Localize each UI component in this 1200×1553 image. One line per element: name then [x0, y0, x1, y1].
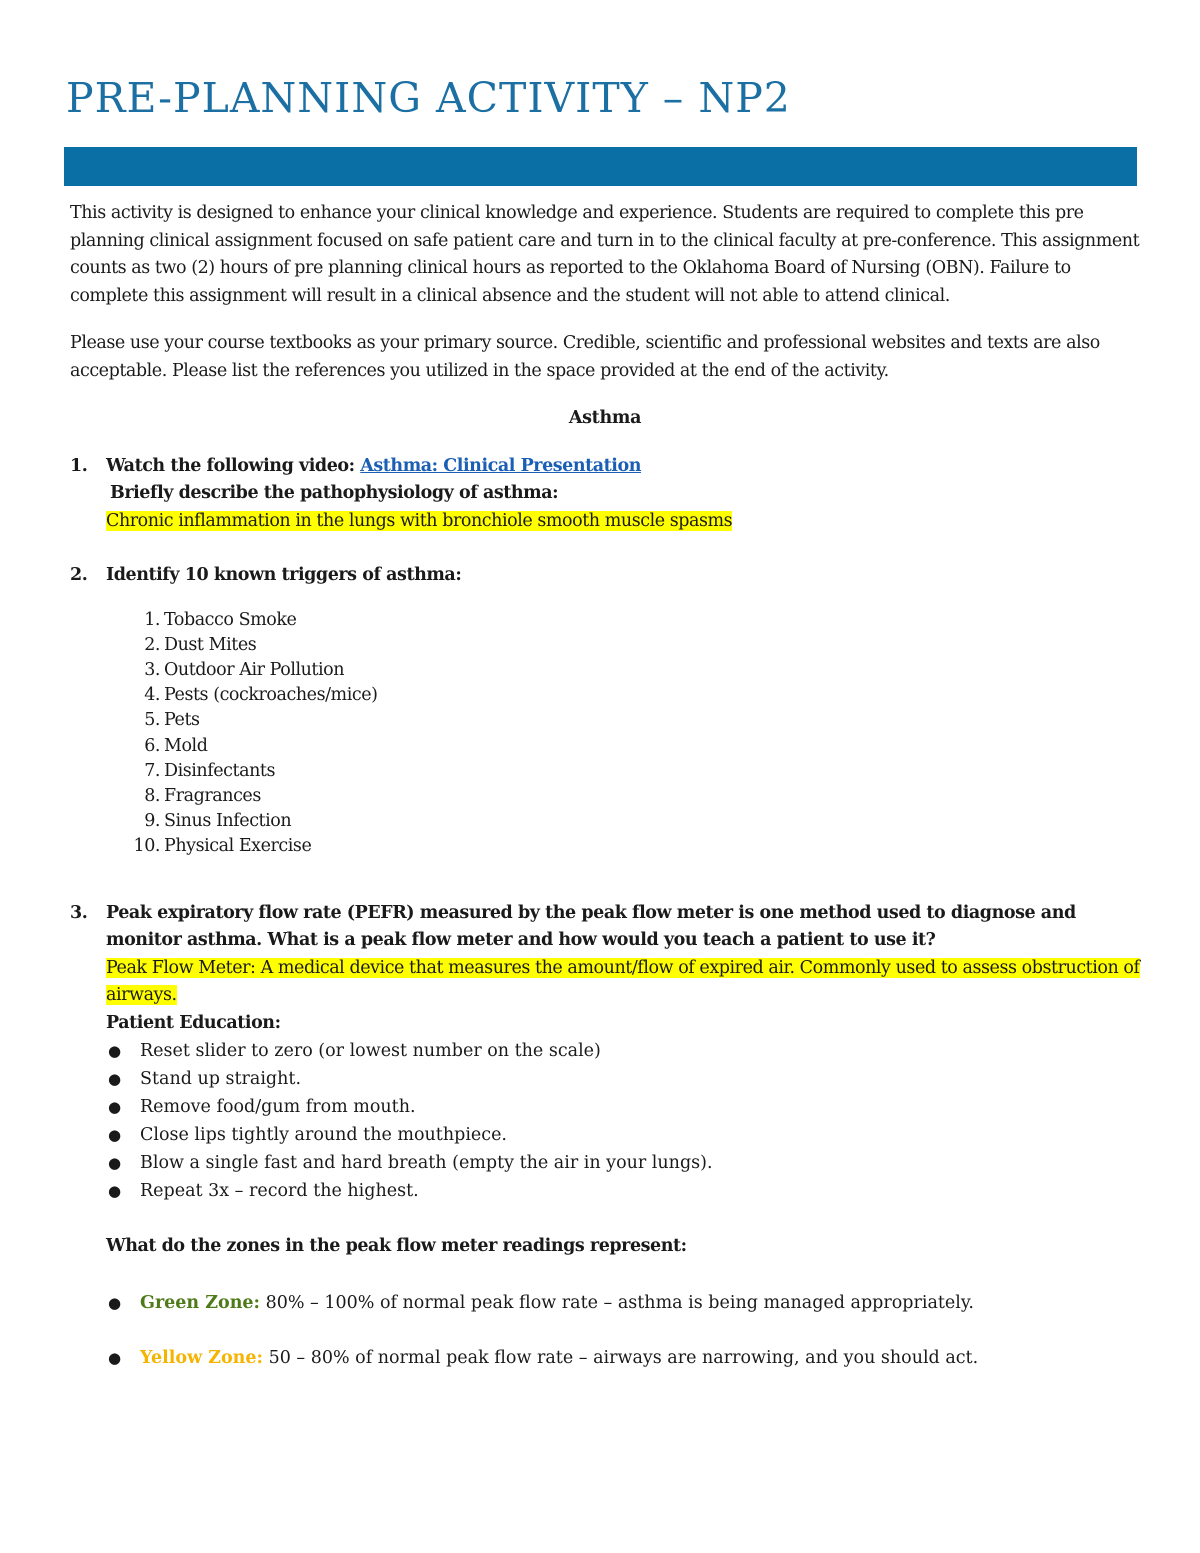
yellow-zone-label: Yellow Zone: — [140, 1347, 263, 1368]
sources-paragraph: Please use your course textbooks as your primary source. Credible, scientific and professional websites and texts are also acceptable. Please list the references you utilized in the space provided at the end of the activity. — [70, 333, 1100, 381]
list-item: 7. Disinfectants — [144, 760, 276, 781]
question-prompt: Watch the following video: — [106, 455, 361, 476]
list-item: 2. Dust Mites — [144, 634, 257, 655]
video-link[interactable]: Asthma: Clinical Presentation — [360, 455, 641, 476]
bullet-dot-icon: ● — [108, 1070, 122, 1089]
section-heading: Asthma — [568, 408, 642, 428]
list-item: 10. Physical Exercise — [133, 836, 312, 857]
bullet-dot-icon: ● — [108, 1182, 122, 1201]
list-item: 5. Pets — [144, 710, 200, 731]
answer-highlight: Chronic inflammation in the lungs with bronchiole smooth muscle spasms — [106, 510, 733, 531]
question-number: 3. — [70, 902, 88, 923]
list-item: 8. Fragrances — [144, 785, 261, 806]
answer-highlight: Peak Flow Meter: A medical device that measures the amount/flow of expired air. Commonly used to assess obstruction of airways. — [106, 957, 1140, 1006]
triggers-list — [106, 608, 1140, 860]
bullet-dot-icon: ● — [108, 1098, 122, 1117]
list-item: ● Repeat 3x – record the highest. — [104, 1177, 1140, 1205]
list-item: ● Blow a single fast and hard breath (empty the air in your lungs). — [104, 1149, 1140, 1177]
bullet-dot-icon: ● — [108, 1042, 122, 1061]
bullet-dot-icon: ● — [108, 1126, 122, 1145]
question-prompt: Peak expiratory flow rate (PEFR) measured by the peak flow meter is one method used to diagnose and monitor asthma. What is a peak flow meter and how would you teach a patient to use it? — [106, 902, 1076, 951]
question-subprompt: Briefly describe the pathophysiology of asthma: — [110, 483, 559, 503]
list-item: ● Close lips tightly around the mouthpiece. — [104, 1121, 1140, 1149]
list-item: 3. Outdoor Air Pollution — [144, 659, 345, 680]
question-number: 1. — [70, 455, 88, 476]
bullet-dot-icon: ● — [108, 1293, 122, 1312]
list-item: 6. Mold — [144, 735, 208, 756]
list-item: ● Remove food/gum from mouth. — [104, 1093, 1140, 1121]
question-1 — [70, 453, 1140, 536]
list-item: 9. Sinus Infection — [144, 811, 292, 832]
list-item: ● Green Zone: 80% – 100% of normal peak flow rate – asthma is being managed appropriately. — [104, 1289, 1140, 1317]
question-number: 2. — [70, 565, 88, 585]
document-body — [70, 200, 1140, 1399]
bullet-dot-icon: ● — [108, 1154, 122, 1173]
list-item: ● Reset slider to zero (or lowest number on the scale) — [104, 1037, 1140, 1065]
intro-paragraph: This activity is designed to enhance your clinical knowledge and experience. Students are required to complete this pre planning clinical assignment focused on safe patient care and turn in to the clinical faculty at pre-conference. This assignment counts as two (2) hours of pre planning clinical hours as reported to the Oklahoma Board of Nursing (OBN). Failure to complete this assignment will result in a clinical absence and the student will not able to attend clinical. — [70, 203, 1140, 306]
education-steps-list — [70, 1037, 1140, 1205]
list-item: ● Stand up straight. — [104, 1065, 1140, 1093]
bullet-dot-icon: ● — [108, 1348, 122, 1367]
question-2 — [70, 562, 1140, 860]
education-label: Patient Education: — [106, 1012, 281, 1033]
document-title: PRE-PLANNING ACTIVITY – NP2 — [66, 74, 791, 122]
title-banner-bar — [64, 147, 1137, 186]
list-item: 1. Tobacco Smoke — [144, 609, 297, 630]
zones-prompt: What do the zones in the peak flow meter readings represent: — [106, 1236, 687, 1257]
list-item: 4. Pests (cockroaches/mice) — [144, 685, 378, 706]
green-zone-label: Green Zone: — [140, 1292, 261, 1313]
question-3 — [70, 900, 1140, 1038]
question-prompt: Identify 10 known triggers of asthma: — [106, 565, 462, 585]
list-item: ● Yellow Zone: 50 – 80% of normal peak flow rate – airways are narrowing, and you should act. — [104, 1344, 1140, 1372]
zones-list — [70, 1289, 1140, 1372]
